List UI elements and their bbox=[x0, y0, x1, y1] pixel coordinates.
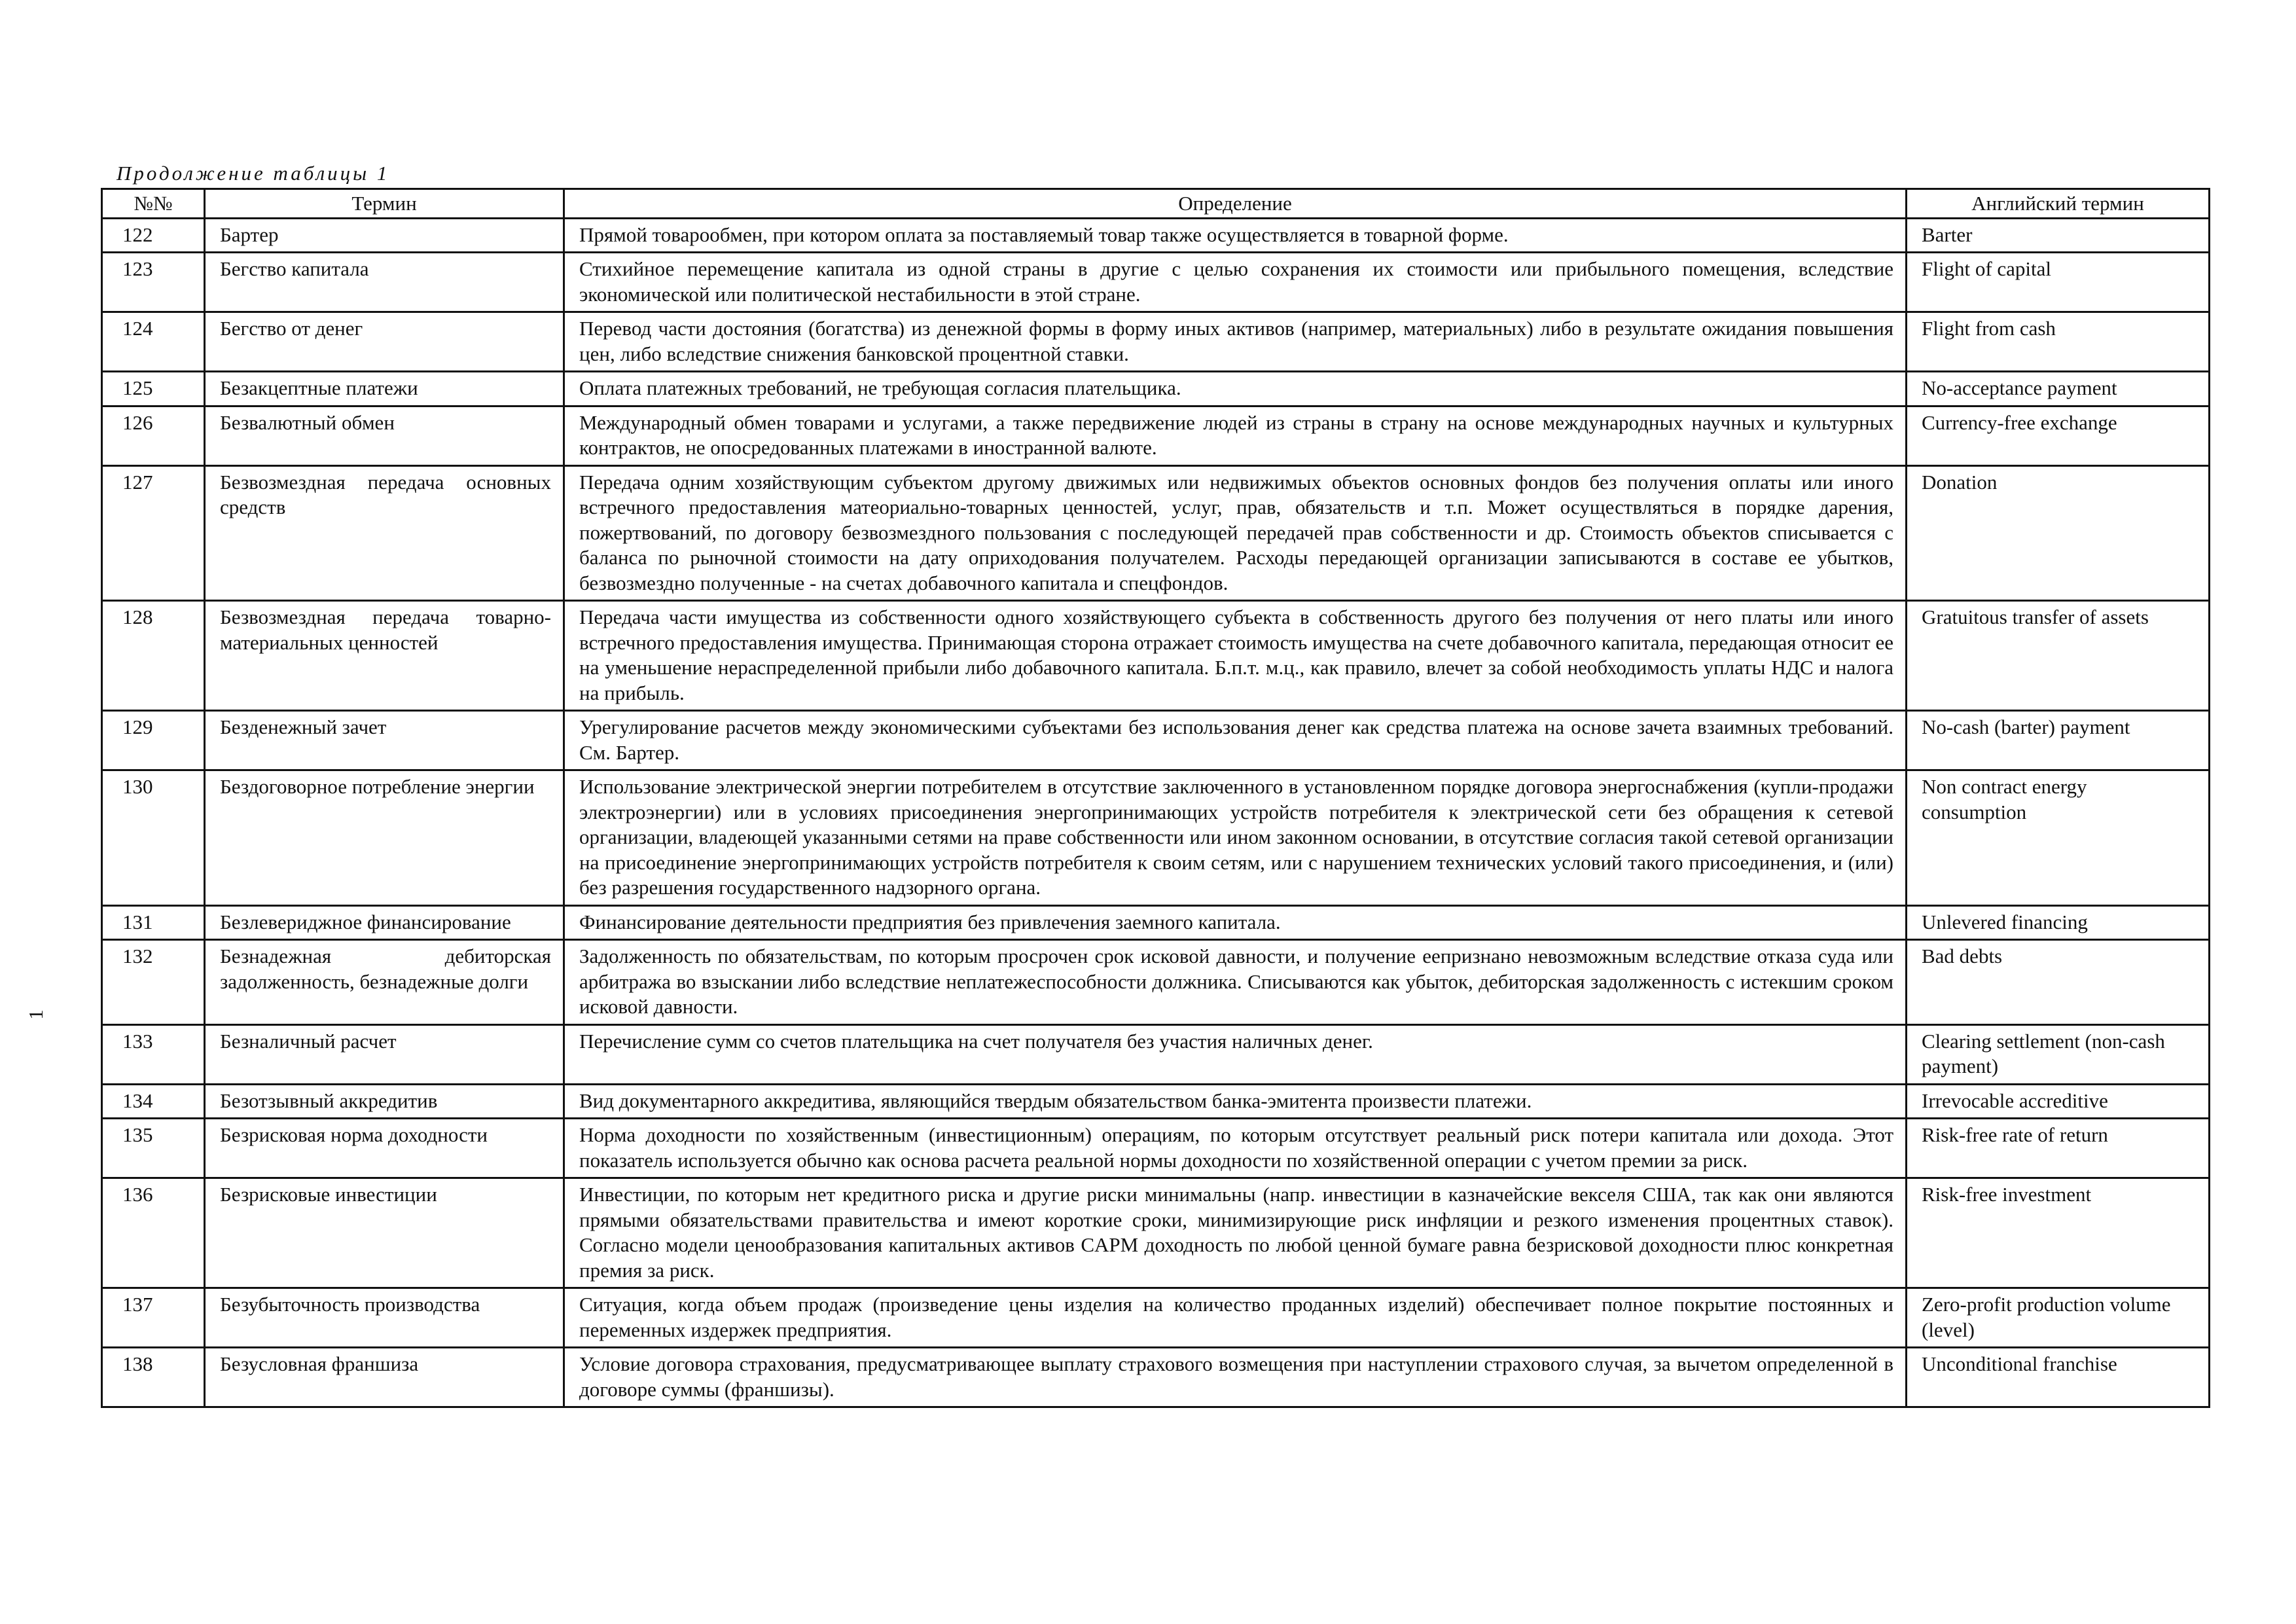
row-term: Безубыточность производства bbox=[205, 1288, 564, 1348]
row-definition: Инвестиции, по которым нет кредитного риска и другие риски минимальны (напр. инвестиции в казначейские векселя США, так как они являются прямыми обязательствами правительства и имеют короткие сроки, минимизирующие риск инфляции и резкого изменения процентных ставок). Согласно модели ценообразования капитальных активов CAPM доходность по любой ценной бумаге равна безрисковой доходности плюс конкретная премия за риск. bbox=[564, 1178, 1907, 1288]
row-num: 136 bbox=[102, 1178, 205, 1288]
table-row bbox=[102, 1024, 2210, 1084]
row-num: 128 bbox=[102, 601, 205, 711]
row-definition: Урегулирование расчетов между экономическими субъектами без использования денег как средства платежа на основе зачета взаимных требований. См. Бартер. bbox=[564, 711, 1907, 770]
row-definition: Условие договора страхования, предусматривающее выплату страхового возмещения при наступлении страхового случая, за вычетом определенной в договоре суммы (франшизы). bbox=[564, 1348, 1907, 1407]
row-term: Безотзывный аккредитив bbox=[205, 1084, 564, 1119]
table-body bbox=[102, 218, 2210, 1407]
row-term: Безнадежная дебиторская задолженность, безнадежные долги bbox=[205, 940, 564, 1025]
table-header bbox=[102, 189, 2210, 219]
table-row bbox=[102, 1288, 2210, 1348]
header-num: №№ bbox=[102, 189, 205, 219]
row-definition: Оплата платежных требований, не требующая согласия плательщика. bbox=[564, 372, 1907, 406]
table-row bbox=[102, 940, 2210, 1025]
row-num: 123 bbox=[102, 253, 205, 312]
row-num: 127 bbox=[102, 465, 205, 601]
header-row bbox=[102, 189, 2210, 219]
row-english: Non contract energy consumption bbox=[1907, 770, 2210, 906]
row-num: 134 bbox=[102, 1084, 205, 1119]
row-num: 137 bbox=[102, 1288, 205, 1348]
table-row bbox=[102, 218, 2210, 253]
table-row bbox=[102, 406, 2210, 465]
table-row bbox=[102, 372, 2210, 406]
header-definition: Определение bbox=[564, 189, 1907, 219]
side-page-mark: 1 bbox=[24, 1009, 47, 1020]
row-definition: Перечисление сумм со счетов плательщика на счет получателя без участия наличных денег. bbox=[564, 1024, 1907, 1084]
table-row bbox=[102, 1178, 2210, 1288]
row-english: No-acceptance payment bbox=[1907, 372, 2210, 406]
row-english: Donation bbox=[1907, 465, 2210, 601]
row-definition: Использование электрической энергии потребителем в отсутствие заключенного в установленном порядке договора энергоснабжения (купли-продажи электроэнергии) или в условиях присоединения энергопринимающих устройств потребителя к электрической сети без обращения к сетевой организации, владеющей указанными сетями на праве собственности или ином законном основании, в отсутствие согласия такой сетевой организации на присоединение энергопринимающих устройств потребителя к своим сетям, или с нарушением технических условий такого присоединения, и (или) без разрешения государственного надзорного органа. bbox=[564, 770, 1907, 906]
row-term: Бездоговорное потребление энергии bbox=[205, 770, 564, 906]
row-num: 133 bbox=[102, 1024, 205, 1084]
row-num: 122 bbox=[102, 218, 205, 253]
row-term: Безакцептные платежи bbox=[205, 372, 564, 406]
row-num: 131 bbox=[102, 905, 205, 940]
table-row bbox=[102, 1348, 2210, 1407]
table-row bbox=[102, 905, 2210, 940]
row-english: Clearing settlement (non-cash payment) bbox=[1907, 1024, 2210, 1084]
row-definition: Прямой товарообмен, при котором оплата за поставляемый товар также осуществляется в товарной форме. bbox=[564, 218, 1907, 253]
row-english: Currency-free exchange bbox=[1907, 406, 2210, 465]
row-definition: Ситуация, когда объем продаж (произведение цены изделия на количество проданных изделий) обеспечивает полное покрытие постоянных и переменных издержек предприятия. bbox=[564, 1288, 1907, 1348]
document-page bbox=[101, 159, 2208, 1408]
row-term: Безрисковые инвестиции bbox=[205, 1178, 564, 1288]
glossary-table bbox=[101, 188, 2210, 1408]
row-num: 130 bbox=[102, 770, 205, 906]
row-num: 126 bbox=[102, 406, 205, 465]
row-definition: Передача части имущества из собственности одного хозяйствующего субъекта в собственность другого без получения от него платы или иного встречного предоставления имущества. Принимающая сторона отражает стоимость имущества на счете добавочного капитала, передающая относит ее на уменьшение нераспределенной прибыли либо добавочного капитала. Б.п.т. м.ц., как правило, влечет за собой необходимость уплаты НДС и налога на прибыль. bbox=[564, 601, 1907, 711]
row-definition: Международный обмен товарами и услугами, а также передвижение людей из страны в страну на основе международных научных и культурных контрактов, не опосредованных платежами в иностранной валюте. bbox=[564, 406, 1907, 465]
header-english: Английский термин bbox=[1907, 189, 2210, 219]
row-term: Безрисковая норма доходности bbox=[205, 1119, 564, 1178]
row-english: Irrevocable accreditive bbox=[1907, 1084, 2210, 1119]
row-english: Risk-free rate of return bbox=[1907, 1119, 2210, 1178]
table-row bbox=[102, 253, 2210, 312]
row-num: 124 bbox=[102, 312, 205, 372]
table-row bbox=[102, 601, 2210, 711]
row-definition: Финансирование деятельности предприятия без привлечения заемного капитала. bbox=[564, 905, 1907, 940]
row-num: 138 bbox=[102, 1348, 205, 1407]
row-english: Flight of capital bbox=[1907, 253, 2210, 312]
row-term: Бегство капитала bbox=[205, 253, 564, 312]
table-row bbox=[102, 711, 2210, 770]
row-english: Flight from cash bbox=[1907, 312, 2210, 372]
row-english: Bad debts bbox=[1907, 940, 2210, 1025]
row-term: Безналичный расчет bbox=[205, 1024, 564, 1084]
row-term: Бегство от денег bbox=[205, 312, 564, 372]
row-english: Unlevered financing bbox=[1907, 905, 2210, 940]
table-caption: Продолжение таблицы 1 bbox=[117, 162, 390, 185]
row-term: Безвалютный обмен bbox=[205, 406, 564, 465]
row-term: Безденежный зачет bbox=[205, 711, 564, 770]
row-definition: Норма доходности по хозяйственным (инвестиционным) операциям, по которым отсутствует реальный риск потери капитала или дохода. Этот показатель используется обычно как основа расчета реальной нормы доходности по хозяйственной операции с учетом премии за риск. bbox=[564, 1119, 1907, 1178]
row-english: Barter bbox=[1907, 218, 2210, 253]
row-definition: Вид документарного аккредитива, являющийся твердым обязательством банка-эмитента произвести платежи. bbox=[564, 1084, 1907, 1119]
row-definition: Передача одним хозяйствующим субъектом другому движимых или недвижимых объектов основных фондов без получения оплаты или иного встречного предоставления матеориально-товарных ценностей, услуг, прав, обязательств и т.п. Может осуществляться в порядке дарения, пожертвований, по договору безвозмездного пользования с последующей передачей прав собственности и др. Стоимость объектов списывается с баланса по рыночной стоимости на дату оприходования получателем. Расходы передающей организации записываются в составе ее убытков, безвозмездно полученные - на счетах добавочного капитала и спецфондов. bbox=[564, 465, 1907, 601]
row-term: Безусловная франшиза bbox=[205, 1348, 564, 1407]
row-definition: Перевод части достояния (богатства) из денежной формы в форму иных активов (например, материальных) либо в результате ожидания повышения цен, либо вследствие снижения банковской процентной ставки. bbox=[564, 312, 1907, 372]
row-num: 129 bbox=[102, 711, 205, 770]
table-row bbox=[102, 1084, 2210, 1119]
row-term: Бартер bbox=[205, 218, 564, 253]
table-row bbox=[102, 770, 2210, 906]
row-english: Risk-free investment bbox=[1907, 1178, 2210, 1288]
row-term: Безвозмездная передача товарно-материальных ценностей bbox=[205, 601, 564, 711]
row-english: No-cash (barter) payment bbox=[1907, 711, 2210, 770]
row-term: Безвозмездная передача основных средств bbox=[205, 465, 564, 601]
row-definition: Задолженность по обязательствам, по которым просрочен срок исковой давности, и получение еепризнано невозможным вследствие отказа суда или арбитража во взыскании либо вследствие неплатежеспособности должника. Списываются как убыток, дебиторская задолженность с истекшим сроком исковой давности. bbox=[564, 940, 1907, 1025]
table-row bbox=[102, 1119, 2210, 1178]
row-english: Unconditional franchise bbox=[1907, 1348, 2210, 1407]
table-row bbox=[102, 312, 2210, 372]
table-row bbox=[102, 465, 2210, 601]
row-num: 135 bbox=[102, 1119, 205, 1178]
header-term: Термин bbox=[205, 189, 564, 219]
row-num: 125 bbox=[102, 372, 205, 406]
row-definition: Стихийное перемещение капитала из одной страны в другие с целью сохранения их стоимости или прибыльного помещения, вследствие экономической или политической нестабильности в этой стране. bbox=[564, 253, 1907, 312]
row-num: 132 bbox=[102, 940, 205, 1025]
row-term: Безлевериджное финансирование bbox=[205, 905, 564, 940]
row-english: Zero-profit production volume (level) bbox=[1907, 1288, 2210, 1348]
row-english: Gratuitous transfer of assets bbox=[1907, 601, 2210, 711]
